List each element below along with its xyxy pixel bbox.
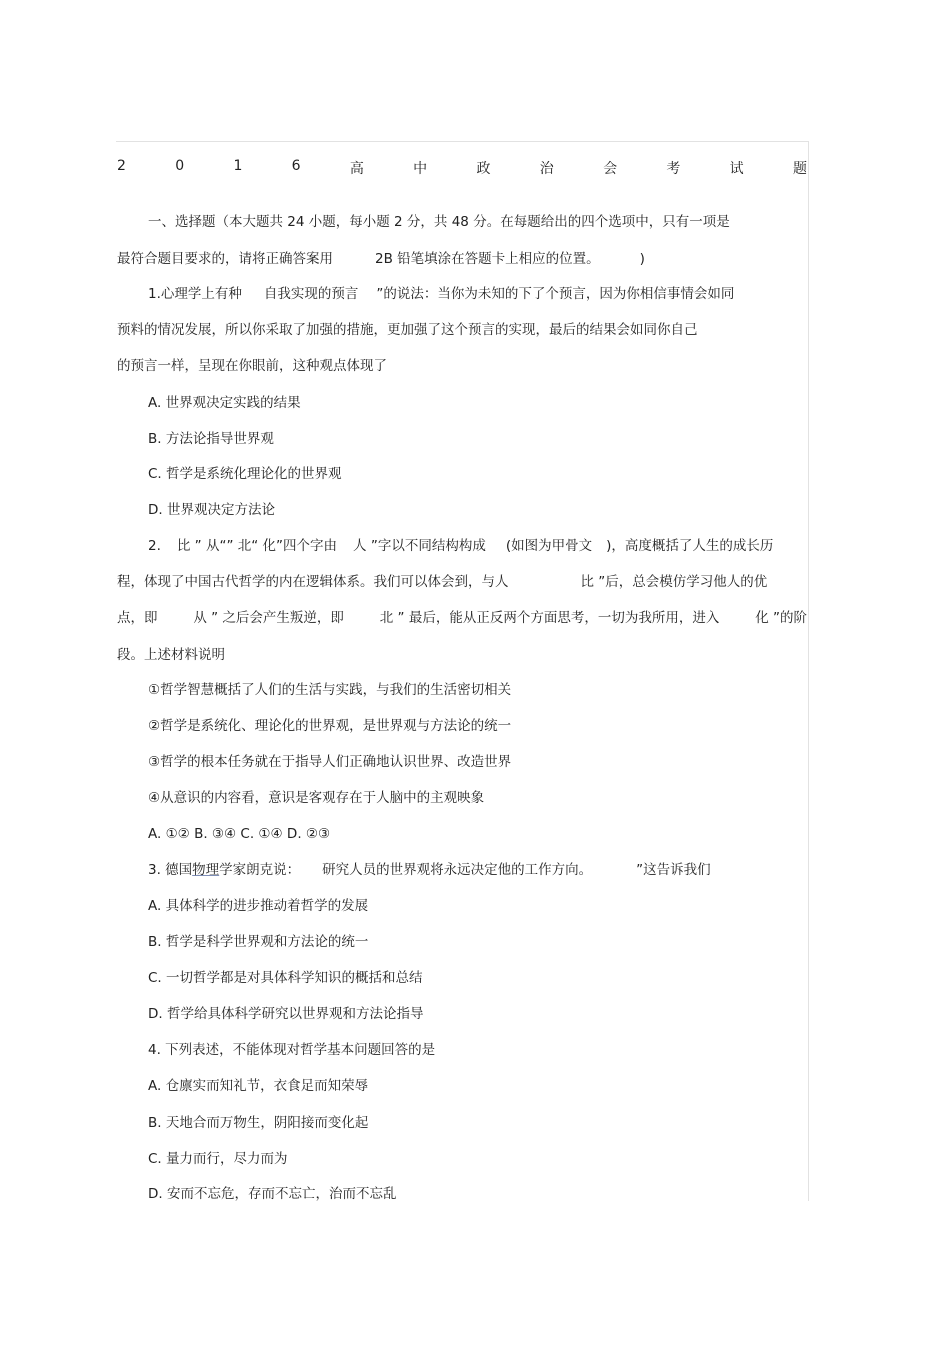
q3-line1-part4: 研究人员的世界观将永远决定他的工作方向。 — [322, 862, 593, 878]
q1-option-c: C. 哲学是系统化理论化的世界观 — [148, 466, 342, 482]
q1-line1-part3: ”的说法：当你为未知的下了个预言，因为你相信事情会如同 — [376, 286, 735, 302]
q2-line3-part1: 点，即 — [117, 610, 158, 626]
q3-option-d: D. 哲学给具体科学研究以世界观和方法论指导 — [148, 1006, 424, 1022]
title-char: 0 — [175, 158, 185, 174]
q1-option-b: B. 方法论指导世界观 — [148, 431, 274, 447]
q2-line1-part5: )，高度概括了人生的成长历 — [606, 538, 774, 554]
q2-item-4: ④从意识的内容看，意识是客观存在于人脑中的主观映象 — [148, 790, 485, 806]
q2-item-2: ②哲学是系统化、理论化的世界观，是世界观与方法论的统一 — [148, 718, 512, 734]
title-char: 治 — [539, 161, 554, 177]
q2-line3-part2: 从 ” 之后会产生叛逆，即 — [193, 610, 344, 626]
q1-stem-line2: 预料的情况发展，所以你采取了加强的措施，更加强了这个预言的实现，最后的结果会如同你自己 — [117, 322, 698, 338]
q4-option-a: A. 仓廪实而知礼节，衣食足而知荣辱 — [148, 1078, 369, 1094]
q2-line2-part1: 程，体现了中国古代哲学的内在逻辑体系。我们可以体会到，与人 — [117, 574, 509, 590]
q2-stem-line2 — [117, 572, 767, 592]
section-line2-part2: 2B 铅笔填涂在答题卡上相应的位置。 — [375, 251, 600, 267]
right-rule — [808, 141, 809, 1201]
title-char: 考 — [666, 161, 681, 177]
top-rule — [116, 141, 808, 142]
q1-option-d: D. 世界观决定方法论 — [148, 502, 275, 518]
q1-stem-line3: 的预言一样，呈现在你眼前，这种观点体现了 — [117, 358, 387, 374]
title-char: 高 — [349, 161, 364, 177]
q3-option-c: C. 一切哲学都是对具体科学知识的概括和总结 — [148, 970, 423, 986]
q2-stem-line3 — [117, 608, 807, 628]
q3-physics-link[interactable]: 物理 — [192, 862, 220, 878]
q2-line2-part2: 比 ”后，总会模仿学习他人的优 — [580, 574, 768, 590]
q3-option-b: B. 哲学是科学世界观和方法论的统一 — [148, 934, 369, 950]
title-char: 试 — [729, 161, 744, 177]
q4-stem-line1: 4. 下列表述，不能体现对哲学基本问题回答的是 — [148, 1042, 436, 1058]
title-char: 政 — [476, 161, 491, 177]
q4-option-c: C. 量力而行，尽力而为 — [148, 1151, 288, 1167]
q2-line1-part1: 2. — [148, 538, 161, 554]
q2-line3-part4: 化 ”的阶 — [755, 610, 807, 626]
q2-item-3: ③哲学的根本任务就在于指导人们正确地认识世界、改造世界 — [148, 754, 512, 770]
q3-line1-part1: 3. 德国 — [148, 862, 193, 878]
section-instructions-line1: 一、选择题（本大题共 24 小题，每小题 2 分，共 48 分。在每题给出的四个选项中，只有一项是 — [148, 214, 730, 230]
q1-option-a: A. 世界观决定实践的结果 — [148, 395, 301, 411]
section-line2-part1: 最符合题目要求的，请将正确答案用 — [117, 251, 333, 267]
q2-line3-part3: 北 ” 最后，能从正反两个方面思考，一切为我所用，进入 — [379, 610, 720, 626]
q4-option-b: B. 天地合而万物生，阴阳接而变化起 — [148, 1115, 369, 1131]
q2-stem-line4: 段。上述材料说明 — [117, 647, 225, 663]
q4-option-d: D. 安而不忘危，存而不忘亡，治而不忘乱 — [148, 1186, 397, 1202]
q3-stem-line1 — [148, 860, 711, 880]
q1-stem-line1 — [148, 284, 734, 304]
q2-stem-line1 — [148, 536, 773, 556]
title-char: 2 — [117, 158, 126, 174]
q1-line1-part2: 自我实现的预言 — [263, 286, 359, 302]
q2-answer-options: A. ①② B. ③④ C. ①④ D. ②③ — [148, 826, 331, 842]
title-char: 中 — [413, 161, 428, 177]
title-char: 1 — [233, 158, 243, 174]
title-char: 6 — [291, 158, 301, 174]
q2-line1-part3: 人 ”字以不同结构构成 — [353, 538, 486, 554]
page-title — [117, 158, 807, 178]
q3-option-a: A. 具体科学的进步推动着哲学的发展 — [148, 898, 369, 914]
section-instructions-line2 — [117, 249, 645, 269]
q2-line1-part4: (如图为甲骨文 — [505, 538, 593, 554]
q2-item-1: ①哲学智慧概括了人们的生活与实践，与我们的生活密切相关 — [148, 682, 512, 698]
q3-line1-part5: ”这告诉我们 — [636, 862, 711, 878]
q1-line1-part1: 1.心理学上有种 — [148, 286, 242, 302]
section-line2-part3: ) — [639, 251, 645, 267]
q3-line1-part3: 学家朗克说： — [219, 862, 301, 878]
title-char: 会 — [603, 161, 618, 177]
title-char: 题 — [792, 161, 807, 177]
q2-line1-part2: 比 ” 从“” 北“ 化”四个字由 — [176, 538, 338, 554]
